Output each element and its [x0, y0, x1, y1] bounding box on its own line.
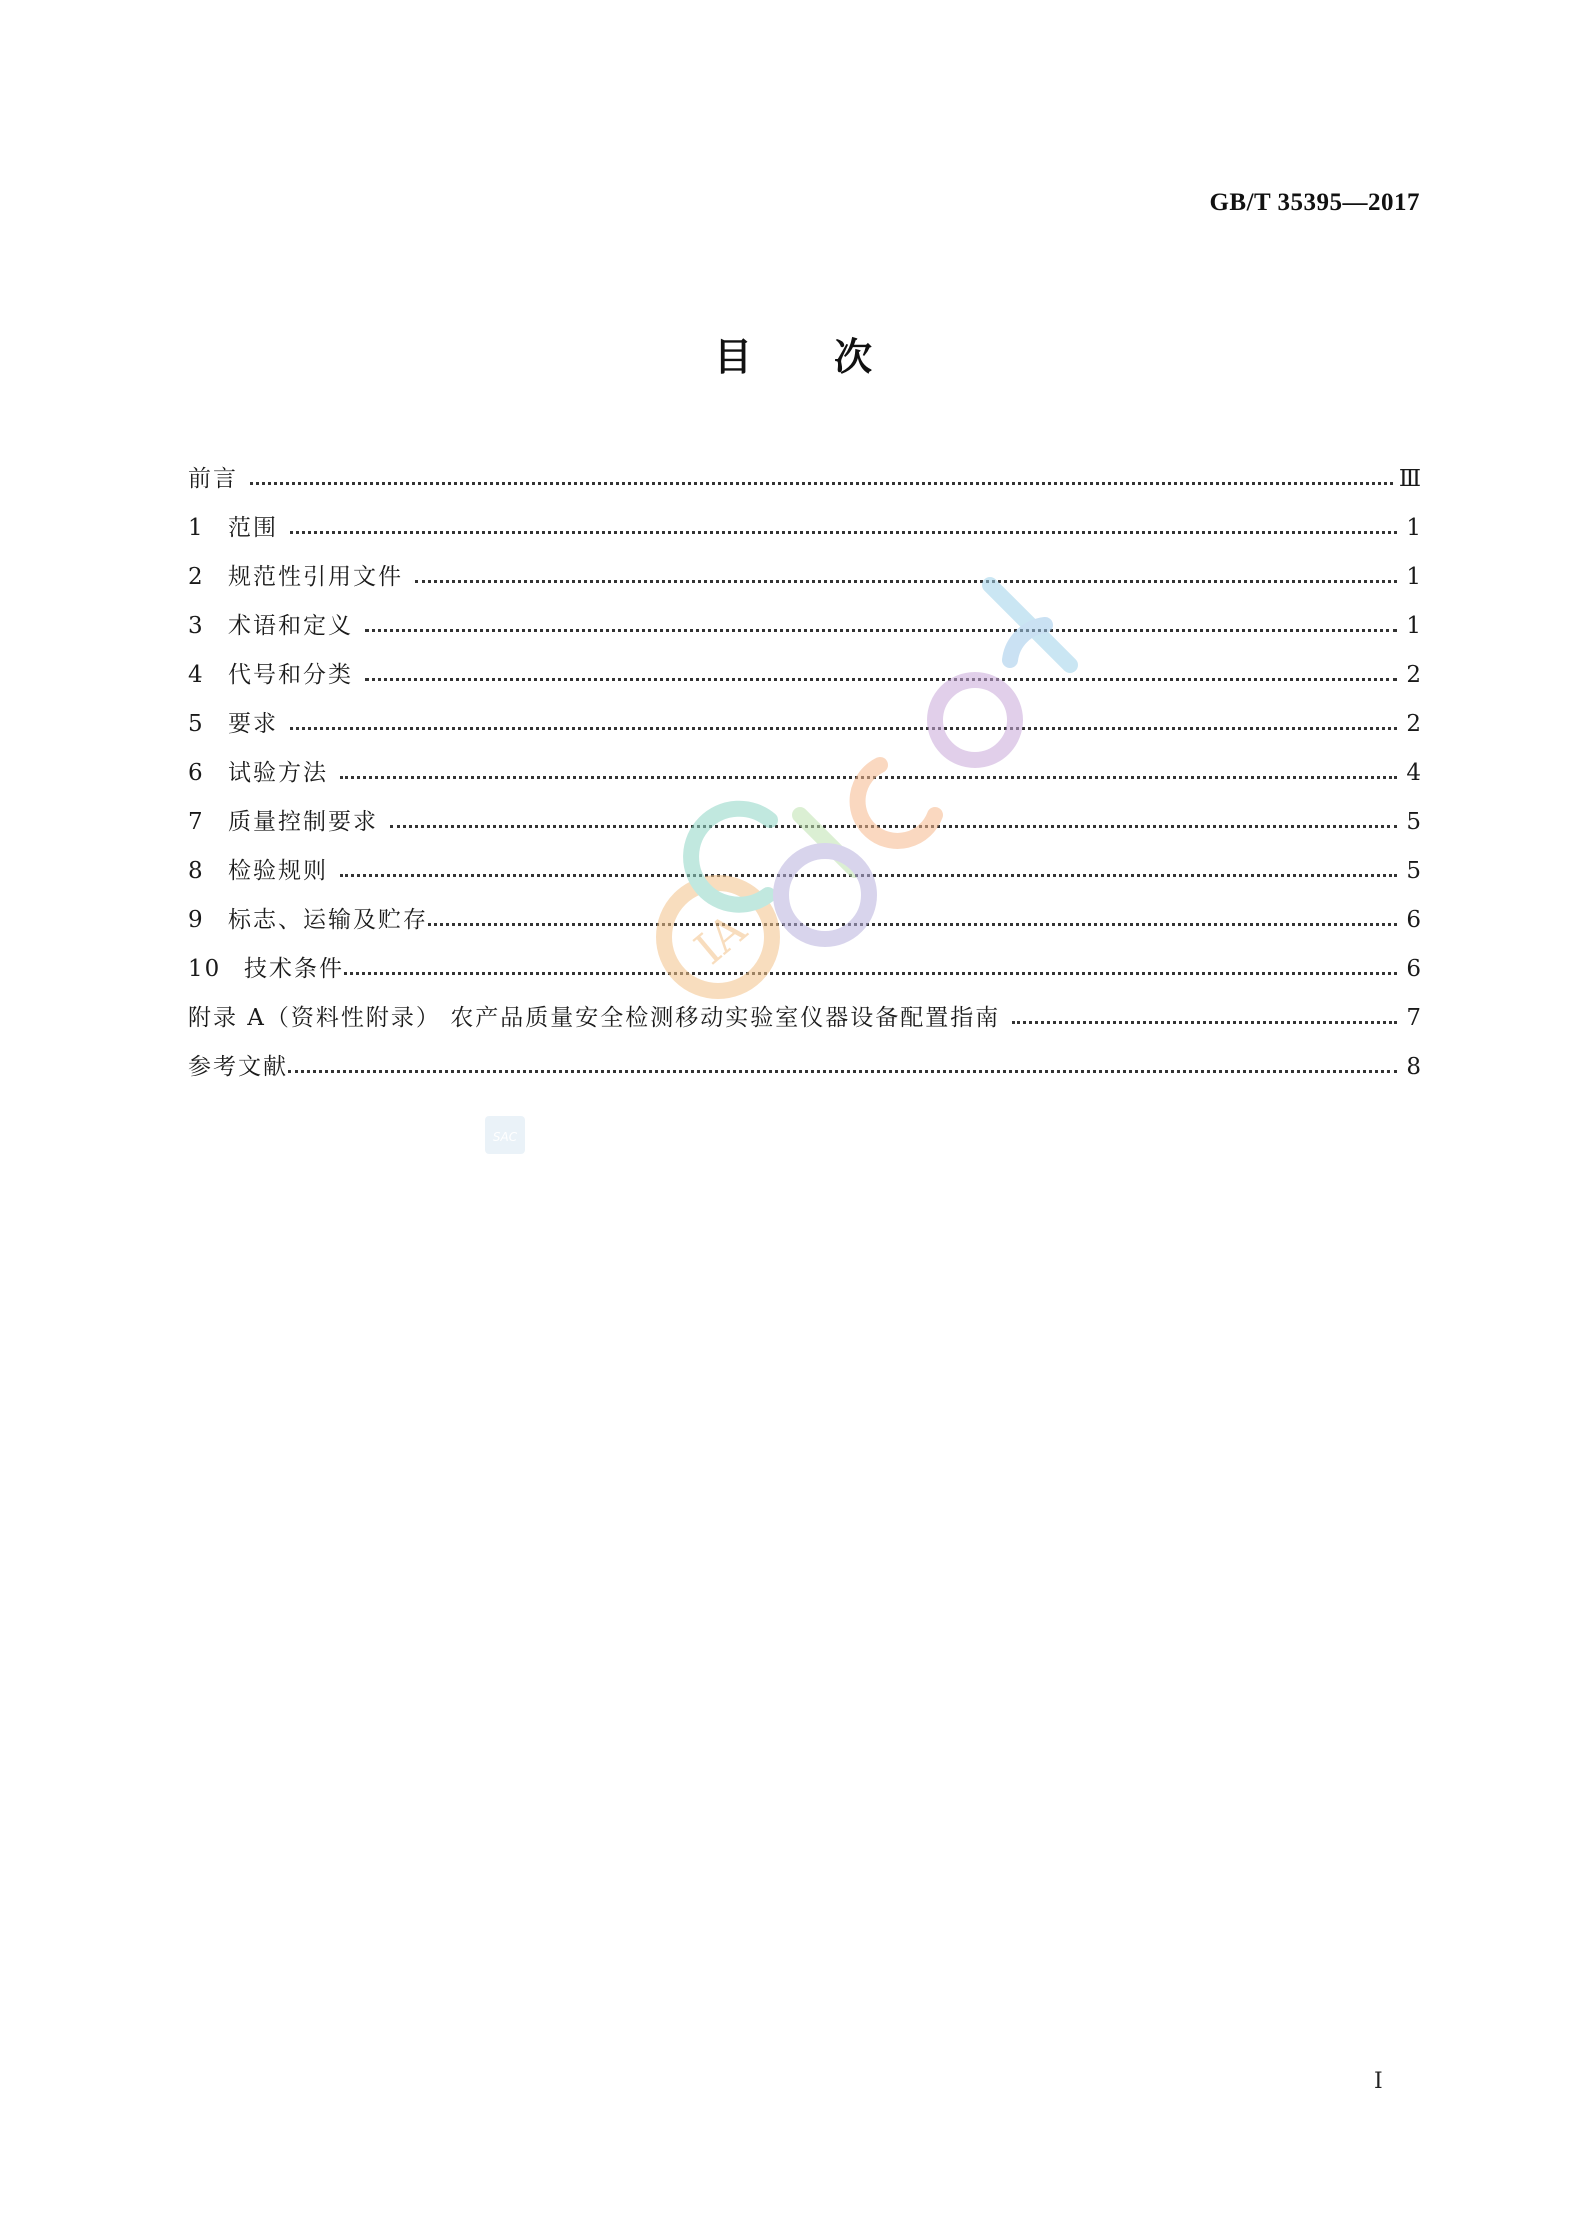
toc-leader-dots — [340, 776, 1397, 779]
toc-entry-title: 术语和定义 — [228, 613, 353, 639]
toc-entry-title: 质量控制要求 — [228, 809, 378, 835]
toc-entry-requirements[interactable] — [188, 700, 1423, 749]
toc-entry-normative-references[interactable] — [188, 553, 1423, 602]
page-number: I — [1374, 2069, 1383, 2094]
toc-entry-title: 要求 — [228, 711, 278, 737]
toc-entry-label — [188, 504, 278, 553]
toc-entry-title: 前言 — [188, 466, 238, 492]
table-of-contents — [188, 455, 1423, 1092]
toc-entry-bibliography[interactable] — [188, 1043, 1423, 1092]
toc-page-number: 6 — [1406, 907, 1423, 933]
toc-leader-dots — [1012, 1021, 1397, 1024]
toc-entry-number: 1 — [188, 515, 205, 541]
toc-leader-dots — [390, 825, 1397, 828]
toc-entry-label — [188, 553, 403, 602]
toc-entry-number: 2 — [188, 564, 205, 590]
toc-page-number: 2 — [1406, 662, 1423, 688]
toc-entry-label — [188, 945, 344, 994]
toc-page-number: 7 — [1406, 1005, 1423, 1031]
toc-entry-number: 3 — [188, 613, 205, 639]
toc-entry-label — [188, 651, 353, 700]
toc-entry-title: 规范性引用文件 — [228, 564, 403, 590]
toc-entry-label — [188, 602, 353, 651]
toc-entry-number: 9 — [188, 907, 205, 933]
toc-entry-terms[interactable] — [188, 602, 1423, 651]
toc-page-number: 2 — [1406, 711, 1423, 737]
toc-leader-dots — [290, 531, 1397, 534]
toc-leader-dots — [365, 629, 1397, 632]
toc-entry-title: 参考文献 — [188, 1054, 288, 1080]
toc-page-number: 1 — [1406, 613, 1423, 639]
toc-leader-dots — [290, 727, 1397, 730]
toc-entry-annex-a[interactable] — [188, 994, 1423, 1043]
toc-entry-title: 标志、运输及贮存 — [228, 907, 428, 933]
toc-page-number: 6 — [1406, 956, 1423, 982]
toc-entry-number: 5 — [188, 711, 205, 737]
toc-entry-label — [188, 749, 328, 798]
page-title: 目次 — [713, 335, 954, 379]
toc-leader-dots — [415, 580, 1397, 583]
toc-page-number: 4 — [1406, 760, 1423, 786]
toc-leader-dots — [250, 482, 1393, 485]
toc-page-number: 5 — [1406, 809, 1423, 835]
toc-leader-dots — [344, 972, 1397, 975]
watermark-ia-letters: IA — [685, 903, 756, 975]
toc-leader-dots — [365, 678, 1397, 681]
toc-entry-inspection-rules[interactable] — [188, 847, 1423, 896]
toc-entry-technical-conditions[interactable] — [188, 945, 1423, 994]
toc-entry-title: 代号和分类 — [228, 662, 353, 688]
toc-entry-title: 范围 — [228, 515, 278, 541]
standard-code: GB/T 35395—2017 — [1209, 189, 1420, 216]
toc-page-number: 1 — [1406, 564, 1423, 590]
toc-entry-foreword[interactable] — [188, 455, 1423, 504]
toc-entry-number: 10 — [188, 956, 222, 982]
toc-entry-label — [188, 700, 278, 749]
toc-entry-quality-control[interactable] — [188, 798, 1423, 847]
toc-entry-scope[interactable] — [188, 504, 1423, 553]
toc-entry-number: 6 — [188, 760, 205, 786]
toc-entry-label — [188, 896, 428, 945]
toc-leader-dots — [428, 923, 1397, 926]
svg-text:SAC: SAC — [492, 1130, 518, 1144]
toc-entry-number: 8 — [188, 858, 205, 884]
toc-leader-dots — [288, 1070, 1397, 1073]
toc-entry-title: 试验方法 — [228, 760, 328, 786]
toc-entry-marking-transport-storage[interactable] — [188, 896, 1423, 945]
toc-leader-dots — [340, 874, 1397, 877]
toc-page-number: 5 — [1406, 858, 1423, 884]
toc-page-number: 8 — [1406, 1054, 1423, 1080]
toc-entry-number: 4 — [188, 662, 205, 688]
toc-entry-number: 7 — [188, 809, 205, 835]
toc-entry-label — [188, 798, 378, 847]
toc-entry-label — [188, 847, 328, 896]
toc-entry-title: 技术条件 — [244, 956, 344, 982]
toc-entry-codes-classification[interactable] — [188, 651, 1423, 700]
toc-page-number: Ⅲ — [1398, 466, 1423, 492]
toc-page-number: 1 — [1406, 515, 1423, 541]
sac-stamp-logo — [484, 1115, 526, 1155]
toc-entry-title: 附录 A（资料性附录） 农产品质量安全检测移动实验室仪器设备配置指南 — [188, 1005, 1001, 1031]
toc-entry-test-methods[interactable] — [188, 749, 1423, 798]
toc-entry-title: 检验规则 — [228, 858, 328, 884]
